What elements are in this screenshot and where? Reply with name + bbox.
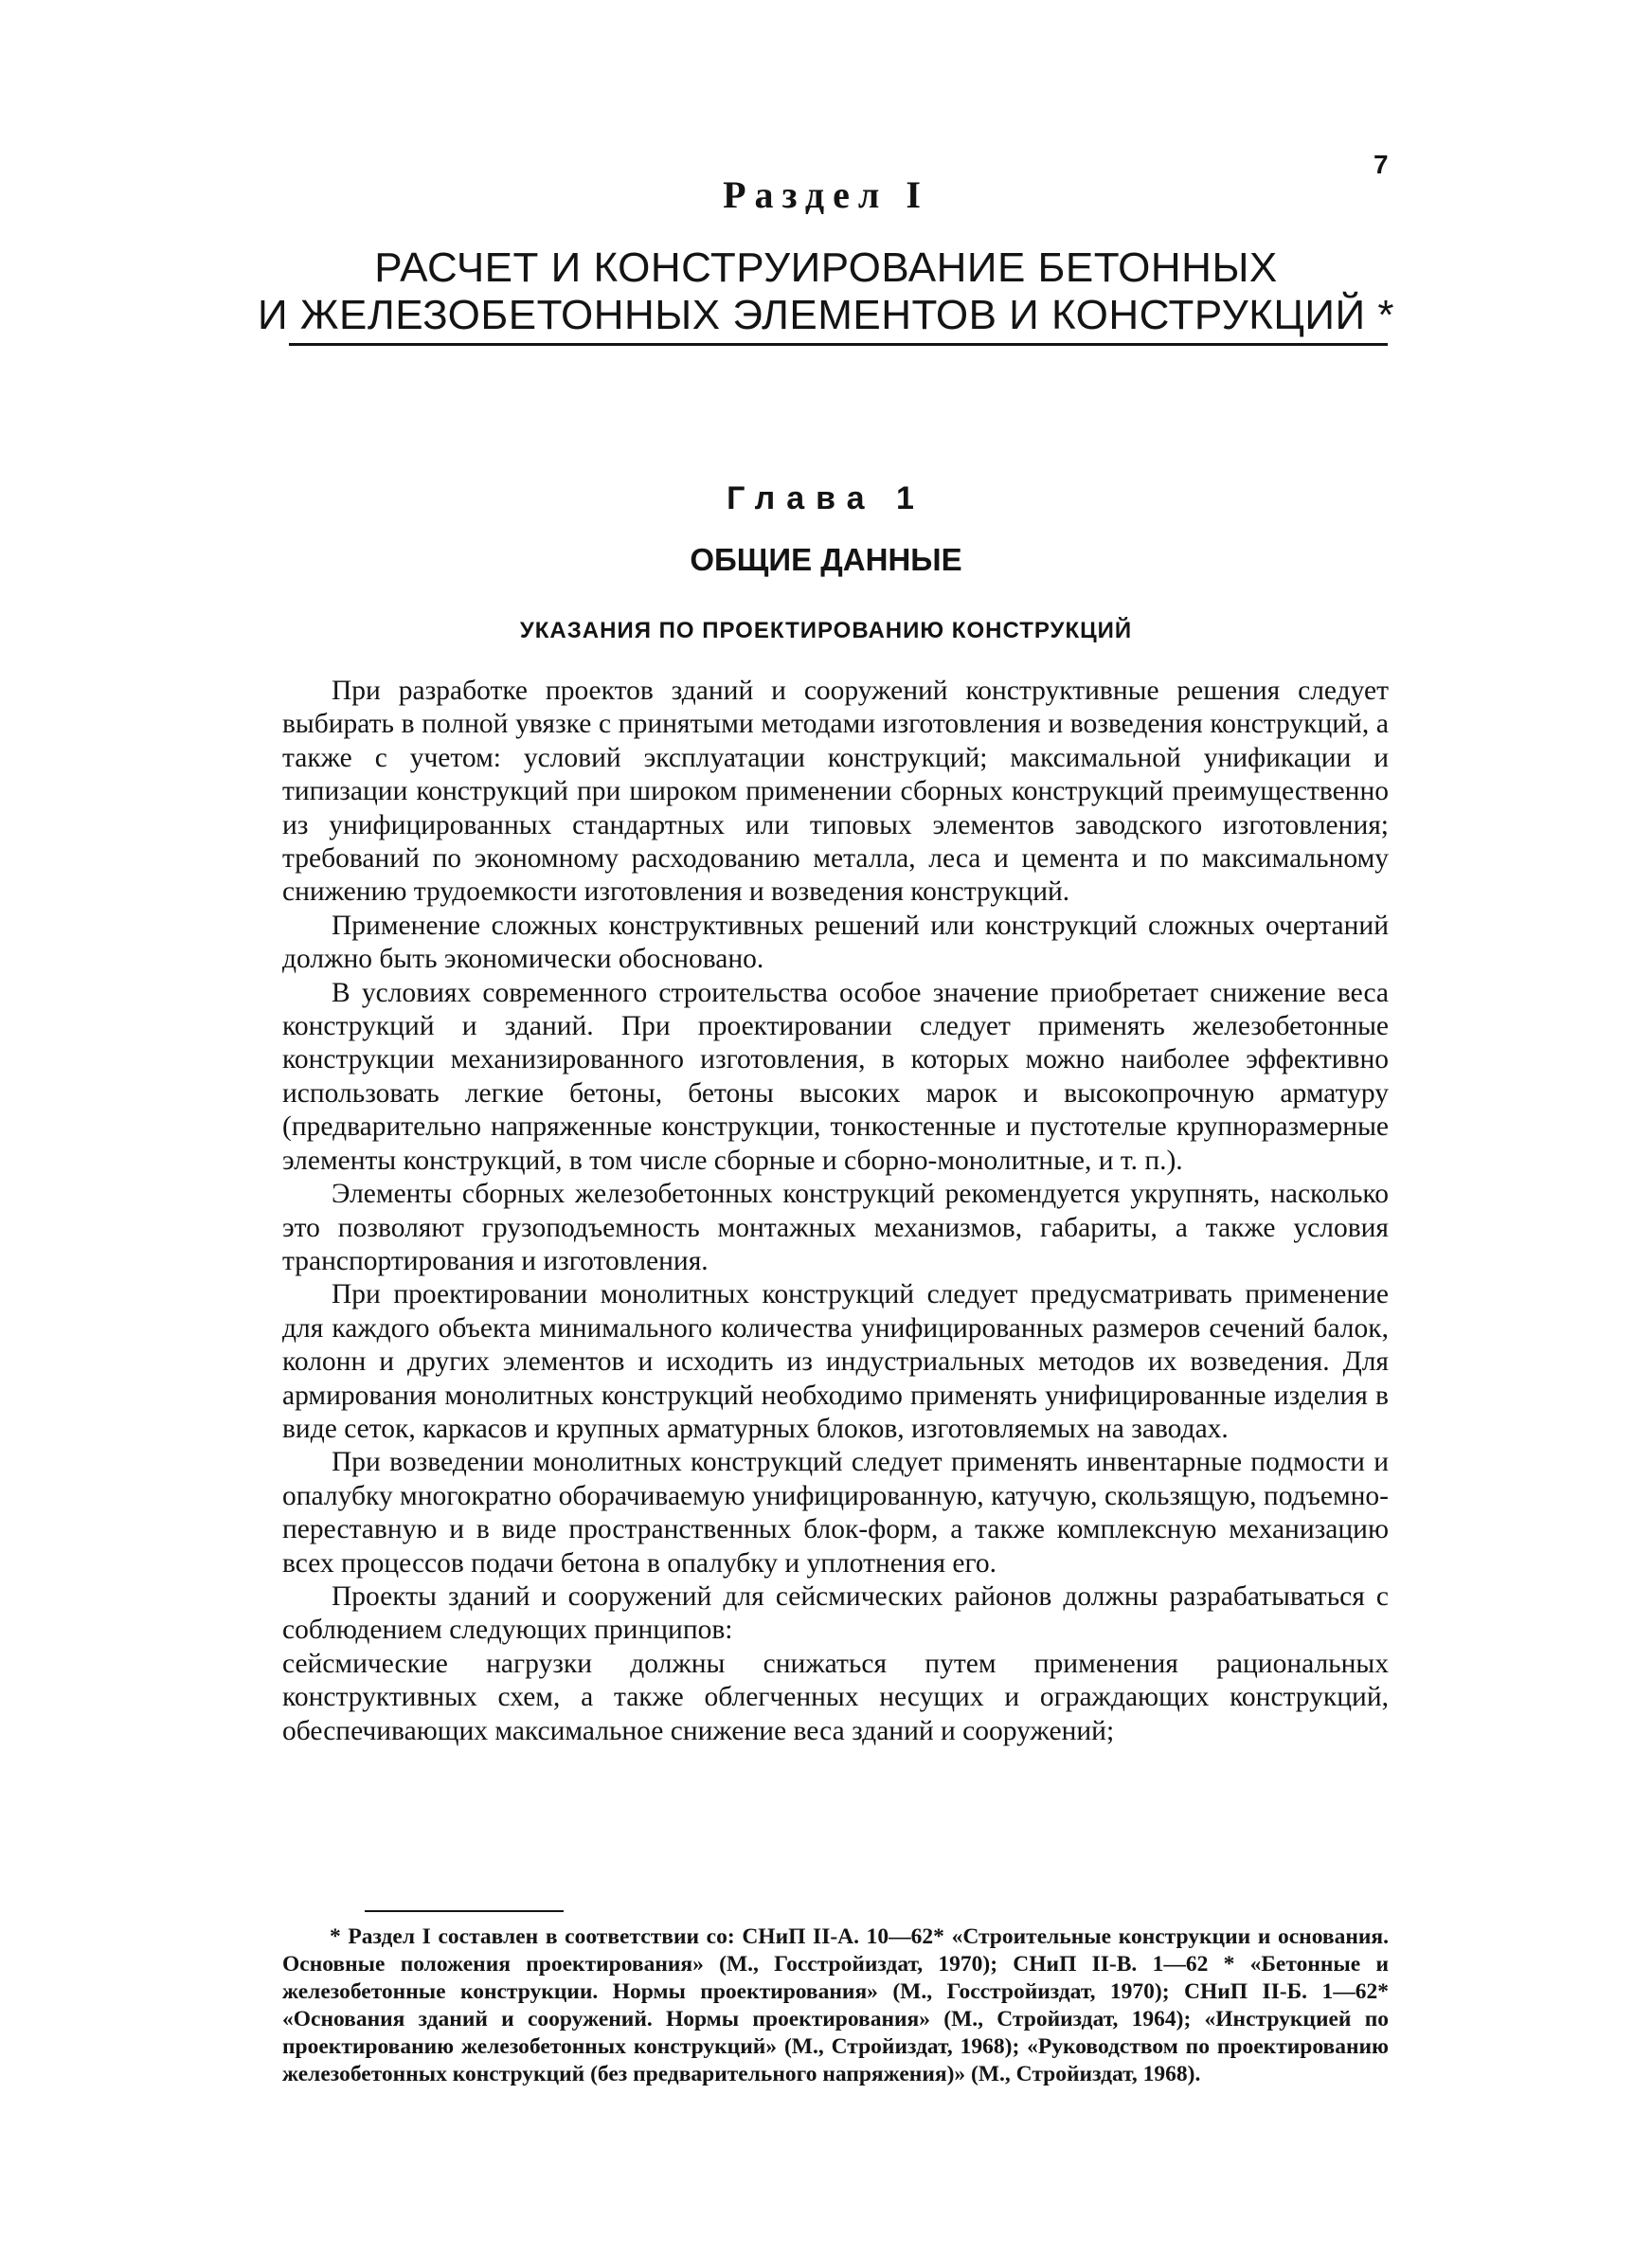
subheading: УКАЗАНИЯ ПО ПРОЕКТИРОВАНИЮ КОНСТРУКЦИЙ (519, 618, 1133, 643)
paragraph-7: Проекты зданий и сооружений для сейсмических районов должны разрабатываться с соблюдением следующих принципов: (282, 1580, 1389, 1646)
page-number: 7 (1374, 150, 1389, 179)
paragraph-3: В условиях современного строительства особое значение приобретает снижение веса конструкций и зданий. При проектировании следует применять железобетонные конструкции механизированного изготовления, в которых можно наиболее эффективно использовать легкие бетоны, бетоны высоких марок и высокопрочную арматуру (предварительно напряженные конструкции, тонкостенные и пустотелые крупноразмерные элементы конструкций, в том числе сборные и сборно-монолитные, и т. п.). (282, 977, 1389, 1176)
section-title (0, 244, 1652, 339)
footnote: * Раздел I составлен в соответствии со: СНиП II-А. 10—62* «Строительные конструкции и основания. Основные положения проектирования» (М., Госстройиздат, 1970); СНиП II-В. 1—62 * «Бетонные и железобетонные конструкции. Нормы проектирования» (М., Госстройиздат, 1970); СНиП II-Б. 1—62* «Основания зданий и сооружений. Нормы проектирования» (М., Стройиздат, 1964); «Инструкцией по проектированию железобетонных конструкций» (М., Стройиздат, 1968); «Руководством по проектированию железобетонных конструкций (без предварительного напряжения)» (М., Стройиздат, 1968). (282, 1924, 1389, 2086)
paragraph-8: сейсмические нагрузки должны снижаться путем применения рациональных конструктивных схем, а также облегченных несущих и ограждающих конструкций, обеспечивающих максимальное снижение веса зданий и сооружений; (282, 1648, 1389, 1746)
footnote-divider (365, 1910, 564, 1912)
paragraph-1: При разработке проектов зданий и сооружений конструктивные решения следует выбирать в полной увязке с принятыми методами изготовления и возведения конструкций, а также с учетом: условий эксплуатации конструкций; максимальной унификации и типизации конструкций при широком применении сборных конструкций преимущественно из унифицированных стандартных или типовых элементов заводского изготовления; требований по экономному расходованию металла, леса и цемента и по максимальному снижению трудоемкости изготовления и возведения конструкций. (282, 676, 1389, 908)
section-title-line-2: И ЖЕЛЕЗОБЕТОННЫХ ЭЛЕМЕНТОВ И КОНСТРУКЦИЙ * (258, 292, 1394, 338)
paragraph-6: При возведении монолитных конструкций следует применять инвентарные подмости и опалубку многократно оборачиваемую унифицированную, катучую, скользящую, подъемно-переставную и в виде пространственных блок-форм, а также комплексную механизацию всех процессов подачи бетона в опалубку и уплотнения его. (282, 1447, 1389, 1579)
section-divider (289, 343, 1388, 346)
body-text (282, 675, 1389, 1748)
paragraph-5: При проектировании монолитных конструкций следует предусматривать применение для каждого объекта минимального количества унифицированных размеров сечений балок, колонн и других элементов и исходить из индустриальных методов их возведения. Для армирования монолитных конструкций необходимо применять унифицированные изделия в виде сеток, каркасов и крупных арматурных блоков, изготовляемых на заводах. (282, 1279, 1389, 1444)
section-label: Раздел I (723, 173, 929, 216)
chapter-title: ОБЩИЕ ДАННЫЕ (690, 542, 962, 577)
paragraph-4: Элементы сборных железобетонных конструкций рекомендуется укрупнять, насколько это позволяют грузоподъемность монтажных механизмов, габариты, а также условия транспортирования и изготовления. (282, 1179, 1389, 1276)
paragraph-2: Применение сложных конструктивных решений или конструкций сложных очертаний должно быть экономически обосновано. (282, 910, 1389, 975)
section-title-line-1: РАСЧЕТ И КОНСТРУИРОВАНИЕ БЕТОННЫХ (374, 244, 1278, 291)
chapter-label: Глава 1 (727, 480, 925, 516)
